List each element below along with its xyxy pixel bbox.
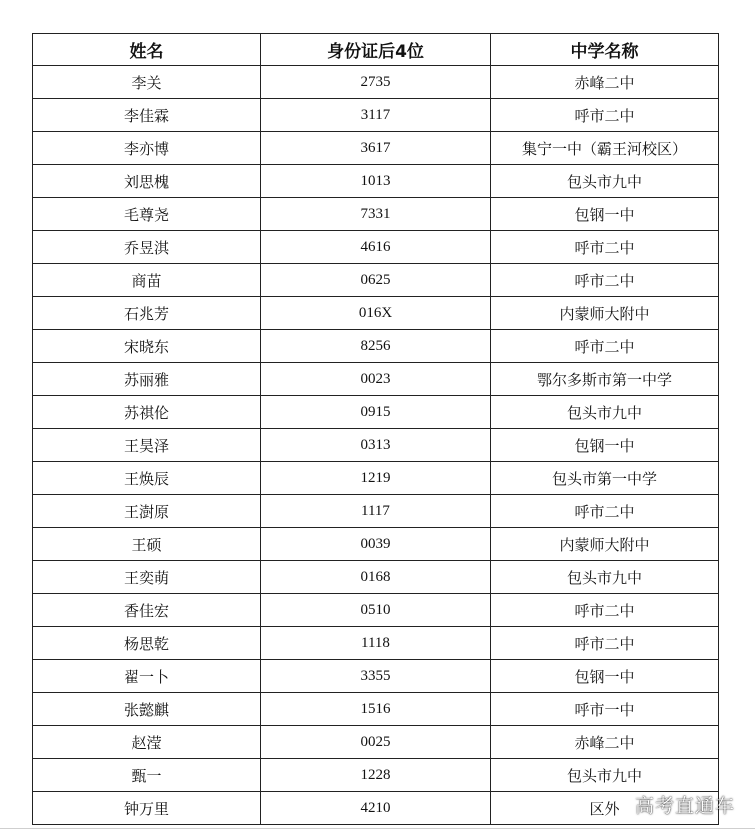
cell-school: 包钢一中 <box>491 429 719 462</box>
cell-name: 王昊泽 <box>33 429 261 462</box>
table-row <box>33 396 719 429</box>
table-row <box>33 792 719 825</box>
cell-id-last4: 8256 <box>261 330 491 363</box>
cell-school: 包钢一中 <box>491 198 719 231</box>
cell-school: 包头市九中 <box>491 759 719 792</box>
cell-school: 内蒙师大附中 <box>491 528 719 561</box>
table-row <box>33 297 719 330</box>
table-row <box>33 264 719 297</box>
table-row <box>33 198 719 231</box>
cell-school: 包头市第一中学 <box>491 462 719 495</box>
table-row <box>33 462 719 495</box>
cell-school: 赤峰二中 <box>491 66 719 99</box>
cell-name: 石兆芳 <box>33 297 261 330</box>
table-row <box>33 561 719 594</box>
table-row <box>33 363 719 396</box>
table-header-row <box>33 34 719 66</box>
table-row <box>33 429 719 462</box>
cell-school: 呼市二中 <box>491 231 719 264</box>
table-row <box>33 66 719 99</box>
table-row <box>33 726 719 759</box>
cell-school: 鄂尔多斯市第一中学 <box>491 363 719 396</box>
cell-id-last4: 0915 <box>261 396 491 429</box>
cell-id-last4: 016X <box>261 297 491 330</box>
cell-name: 杨思乾 <box>33 627 261 660</box>
table-row <box>33 165 719 198</box>
table-row <box>33 99 719 132</box>
cell-id-last4: 0023 <box>261 363 491 396</box>
cell-school: 呼市二中 <box>491 330 719 363</box>
cell-name: 乔昱淇 <box>33 231 261 264</box>
cell-name: 王焕辰 <box>33 462 261 495</box>
table-row <box>33 231 719 264</box>
cell-name: 甄一 <box>33 759 261 792</box>
cell-school: 集宁一中（霸王河校区） <box>491 132 719 165</box>
cell-id-last4: 1228 <box>261 759 491 792</box>
cell-name: 毛尊尧 <box>33 198 261 231</box>
cell-id-last4: 7331 <box>261 198 491 231</box>
cell-id-last4: 3617 <box>261 132 491 165</box>
cell-name: 宋晓东 <box>33 330 261 363</box>
cell-name: 刘思槐 <box>33 165 261 198</box>
cell-school: 呼市二中 <box>491 264 719 297</box>
cell-name: 李佳霖 <box>33 99 261 132</box>
cell-school: 呼市二中 <box>491 627 719 660</box>
table-row <box>33 627 719 660</box>
table-row <box>33 132 719 165</box>
cell-id-last4: 1219 <box>261 462 491 495</box>
cell-school: 包头市九中 <box>491 396 719 429</box>
cell-id-last4: 1013 <box>261 165 491 198</box>
cell-id-last4: 4210 <box>261 792 491 825</box>
cell-school: 呼市二中 <box>491 99 719 132</box>
cell-id-last4: 0168 <box>261 561 491 594</box>
cell-id-last4: 4616 <box>261 231 491 264</box>
table-row <box>33 759 719 792</box>
cell-school: 内蒙师大附中 <box>491 297 719 330</box>
table-row <box>33 660 719 693</box>
cell-name: 李关 <box>33 66 261 99</box>
table-row <box>33 528 719 561</box>
cell-name: 香佳宏 <box>33 594 261 627</box>
cell-name: 王奕萌 <box>33 561 261 594</box>
cell-name: 李亦博 <box>33 132 261 165</box>
cell-name: 钟万里 <box>33 792 261 825</box>
cell-name: 王澍原 <box>33 495 261 528</box>
cell-school: 包头市九中 <box>491 165 719 198</box>
cell-id-last4: 1117 <box>261 495 491 528</box>
cell-school: 呼市二中 <box>491 594 719 627</box>
cell-name: 赵滢 <box>33 726 261 759</box>
table-body <box>33 66 719 825</box>
cell-name: 苏丽雅 <box>33 363 261 396</box>
watermark-text: 高考直通车 <box>634 795 735 817</box>
cell-id-last4: 0510 <box>261 594 491 627</box>
table-row <box>33 495 719 528</box>
table-row <box>33 693 719 726</box>
table-row <box>33 594 719 627</box>
cell-id-last4: 0025 <box>261 726 491 759</box>
page-divider <box>0 828 755 829</box>
header-name: 姓名 <box>33 34 261 66</box>
cell-name: 翟一卜 <box>33 660 261 693</box>
cell-name: 张懿麒 <box>33 693 261 726</box>
cell-name: 苏祺伦 <box>33 396 261 429</box>
cell-id-last4: 2735 <box>261 66 491 99</box>
cell-id-last4: 0039 <box>261 528 491 561</box>
cell-school: 赤峰二中 <box>491 726 719 759</box>
cell-id-last4: 3355 <box>261 660 491 693</box>
cell-name: 商苗 <box>33 264 261 297</box>
student-table <box>32 33 719 825</box>
cell-school: 包钢一中 <box>491 660 719 693</box>
cell-school: 区外 <box>491 792 719 825</box>
student-table-container <box>32 33 719 825</box>
cell-id-last4: 1516 <box>261 693 491 726</box>
cell-school: 呼市二中 <box>491 495 719 528</box>
table-row <box>33 330 719 363</box>
header-school: 中学名称 <box>491 34 719 66</box>
header-id-last4: 身份证后4位 <box>261 34 491 66</box>
cell-school: 呼市一中 <box>491 693 719 726</box>
cell-school: 包头市九中 <box>491 561 719 594</box>
cell-id-last4: 0313 <box>261 429 491 462</box>
cell-id-last4: 0625 <box>261 264 491 297</box>
cell-id-last4: 1118 <box>261 627 491 660</box>
cell-name: 王硕 <box>33 528 261 561</box>
cell-id-last4: 3117 <box>261 99 491 132</box>
